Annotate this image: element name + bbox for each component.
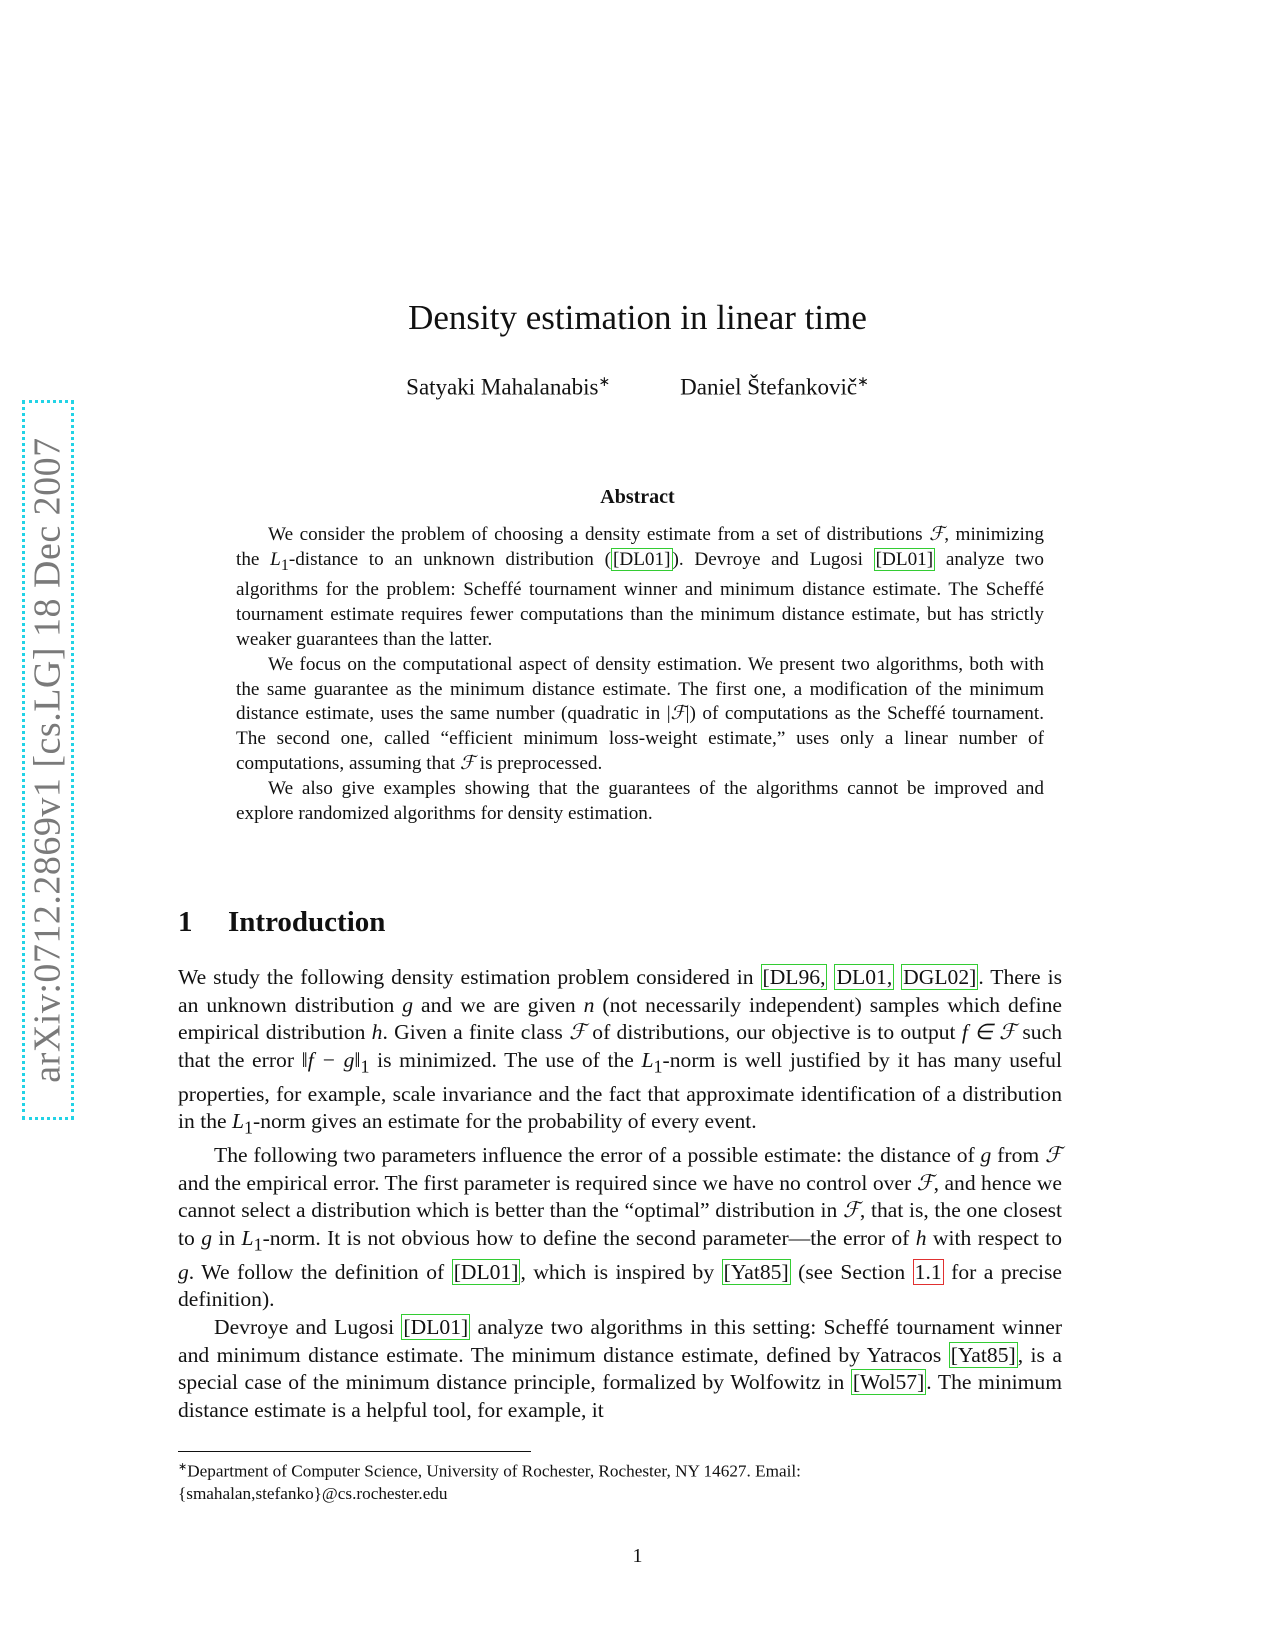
math-subscript: 1: [360, 1056, 370, 1077]
text: -distance to an unknown distribution (: [288, 548, 611, 570]
text: (see Section: [790, 1259, 913, 1284]
text: , which is inspired by: [520, 1259, 722, 1284]
math: ℱ: [670, 703, 686, 725]
text: . Given a finite class: [382, 1020, 570, 1045]
body-paragraph: [178, 964, 1062, 1142]
text: is preprocessed.: [474, 753, 603, 774]
math: h: [371, 1020, 383, 1045]
math: g: [201, 1225, 212, 1250]
introduction-body: [178, 964, 1062, 1424]
text: (not necessarily independent) samples which define empirical distribution: [178, 992, 1062, 1045]
math: L: [270, 548, 281, 570]
body-paragraph: [178, 1142, 1062, 1314]
text: with respect to: [926, 1225, 1063, 1250]
body-paragraph: [178, 1314, 1062, 1424]
citation-link[interactable]: [Wol57]: [852, 1370, 925, 1395]
footnote: [178, 1456, 1062, 1505]
citation-link[interactable]: DGL02]: [903, 965, 977, 989]
math-subscript: 1: [280, 556, 289, 574]
text: analyze two algorithms for the problem: Scheffé tournament winner and minimum distance estimate. The Scheffé tournament estimate requires fewer computations than the minimum distance estimate, but has strictly weaker guarantees than the latter.: [236, 548, 1044, 651]
author-list: [0, 374, 1275, 401]
text: analyze two algorithms in this setting: Scheffé tournament winner and minimum distance estimate. The minimum distance estimate, defined by Yatracos: [178, 1315, 1063, 1367]
math: ℱ: [569, 1020, 587, 1045]
footnote-mark: ∗: [178, 1461, 188, 1473]
text: such that the error: [178, 1020, 1062, 1072]
math: h: [915, 1225, 927, 1250]
text: , and hence we cannot select a distribution which is better than the “optimal” distribution in: [178, 1170, 1062, 1223]
math: L: [231, 1109, 244, 1134]
math: ‖f − g‖: [301, 1047, 361, 1072]
footnote-divider: [178, 1451, 531, 1452]
arxiv-identifier: arXiv:0712.2869v1 [cs.LG] 18 Dec 2007: [27, 437, 69, 1083]
abstract-paragraph: [236, 523, 1044, 653]
math: ℱ: [916, 1170, 934, 1195]
author-name: Daniel Štefankovič: [680, 374, 858, 400]
math-subscript: 1: [244, 1117, 253, 1138]
text: -norm is well justified by it has many useful properties, for example, scale invariance and the fact that approximate identification of a distribution in the: [178, 1047, 1062, 1134]
text: . There is an unknown distribution: [178, 965, 1062, 1017]
citation-link[interactable]: DL01,: [836, 965, 893, 989]
text: -norm. It is not obvious how to define the second parameter—the error of: [262, 1225, 916, 1250]
text: Devroye and Lugosi: [214, 1315, 402, 1340]
text: , that is, the one closest to: [178, 1198, 1062, 1250]
citation-link[interactable]: [DL01]: [453, 1259, 519, 1284]
author-footnote-mark: ∗: [598, 375, 611, 390]
citation-link[interactable]: [DL01]: [612, 548, 671, 570]
author-name: Satyaki Mahalanabis: [406, 374, 599, 400]
math: ℱ: [459, 753, 475, 774]
citation-link[interactable]: [Yat85]: [950, 1342, 1016, 1367]
text: , minimizing the: [236, 524, 1044, 570]
citation-link[interactable]: [DL96,: [762, 965, 826, 989]
abstract-heading: Abstract: [600, 486, 675, 508]
text: is minimized. The use of the: [369, 1047, 642, 1072]
math-subscript: 1: [653, 1056, 663, 1077]
text: of distributions, our objective is to output: [586, 1020, 962, 1045]
section-number: 1: [178, 906, 193, 938]
abstract-body: [236, 523, 1044, 826]
section-heading: [178, 906, 385, 939]
text: . We follow the definition of: [188, 1259, 452, 1284]
text: from: [991, 1143, 1046, 1168]
page-number: 1: [632, 1545, 643, 1567]
math: f ∈ ℱ: [961, 1020, 1017, 1045]
math: g: [980, 1143, 992, 1168]
math: ℱ: [842, 1198, 860, 1223]
text: We consider the problem of choosing a density estimate from a set of distributions: [268, 524, 930, 545]
math-subscript: 1: [253, 1234, 263, 1255]
text: We study the following density estimation problem considered in: [178, 965, 761, 989]
abstract-paragraph: [236, 653, 1044, 777]
text: Department of Computer Science, University of Rochester, Rochester, NY 14627. Email:: [187, 1461, 801, 1481]
citation-link[interactable]: [DL01]: [403, 1315, 469, 1340]
text: , is a special case of the minimum distance principle, formalized by Wolfowitz in: [178, 1342, 1062, 1395]
footnote-email: {smahalan,stefanko}@cs.rochester.edu: [178, 1483, 448, 1503]
text: . The minimum distance estimate is a helpful tool, for example, it: [178, 1370, 1063, 1422]
author: [406, 374, 610, 401]
section-title: Introduction: [228, 906, 386, 938]
section-reference-link[interactable]: 1.1: [914, 1259, 942, 1284]
text: |) of computations as the Scheffé tournament. The second one, called “efficient minimum loss-weight estimate,” uses only a linear number of computations, assuming that: [236, 703, 1045, 774]
abstract-paragraph: We also give examples showing that the guarantees of the algorithms cannot be improved and explore randomized algorithms for density estimation.: [236, 777, 1044, 824]
text: The following two parameters influence the error of a possible estimate: the distance of: [214, 1143, 981, 1168]
math: ℱ: [929, 524, 945, 545]
text: in: [211, 1225, 242, 1250]
author: [680, 374, 869, 401]
text: -norm gives an estimate for the probability of every event.: [253, 1109, 757, 1134]
text: and we are given: [413, 992, 584, 1017]
author-footnote-mark: ∗: [857, 375, 869, 390]
text: and the empirical error. The first parameter is required since we have no control over: [178, 1170, 917, 1195]
citation-link[interactable]: [Yat85]: [723, 1259, 789, 1284]
footnote-text: [178, 1456, 1062, 1505]
citation-link[interactable]: [DL01]: [875, 548, 934, 570]
math: L: [641, 1047, 654, 1072]
text: for a precise definition).: [178, 1259, 1063, 1312]
math: L: [241, 1225, 254, 1250]
math: n: [583, 992, 595, 1017]
paper-title: Density estimation in linear time: [408, 298, 867, 337]
math: ℱ: [1045, 1143, 1062, 1168]
math: g: [178, 1259, 189, 1284]
text: We focus on the computational aspect of density estimation. We present two algorithms, both with the same guarantee as the minimum distance estimate. The first one, a modification of the minimum distance estimate, uses the same number (quadratic in |: [236, 653, 1044, 725]
math: g: [402, 992, 414, 1017]
text: ). Devroye and Lugosi: [672, 548, 874, 570]
